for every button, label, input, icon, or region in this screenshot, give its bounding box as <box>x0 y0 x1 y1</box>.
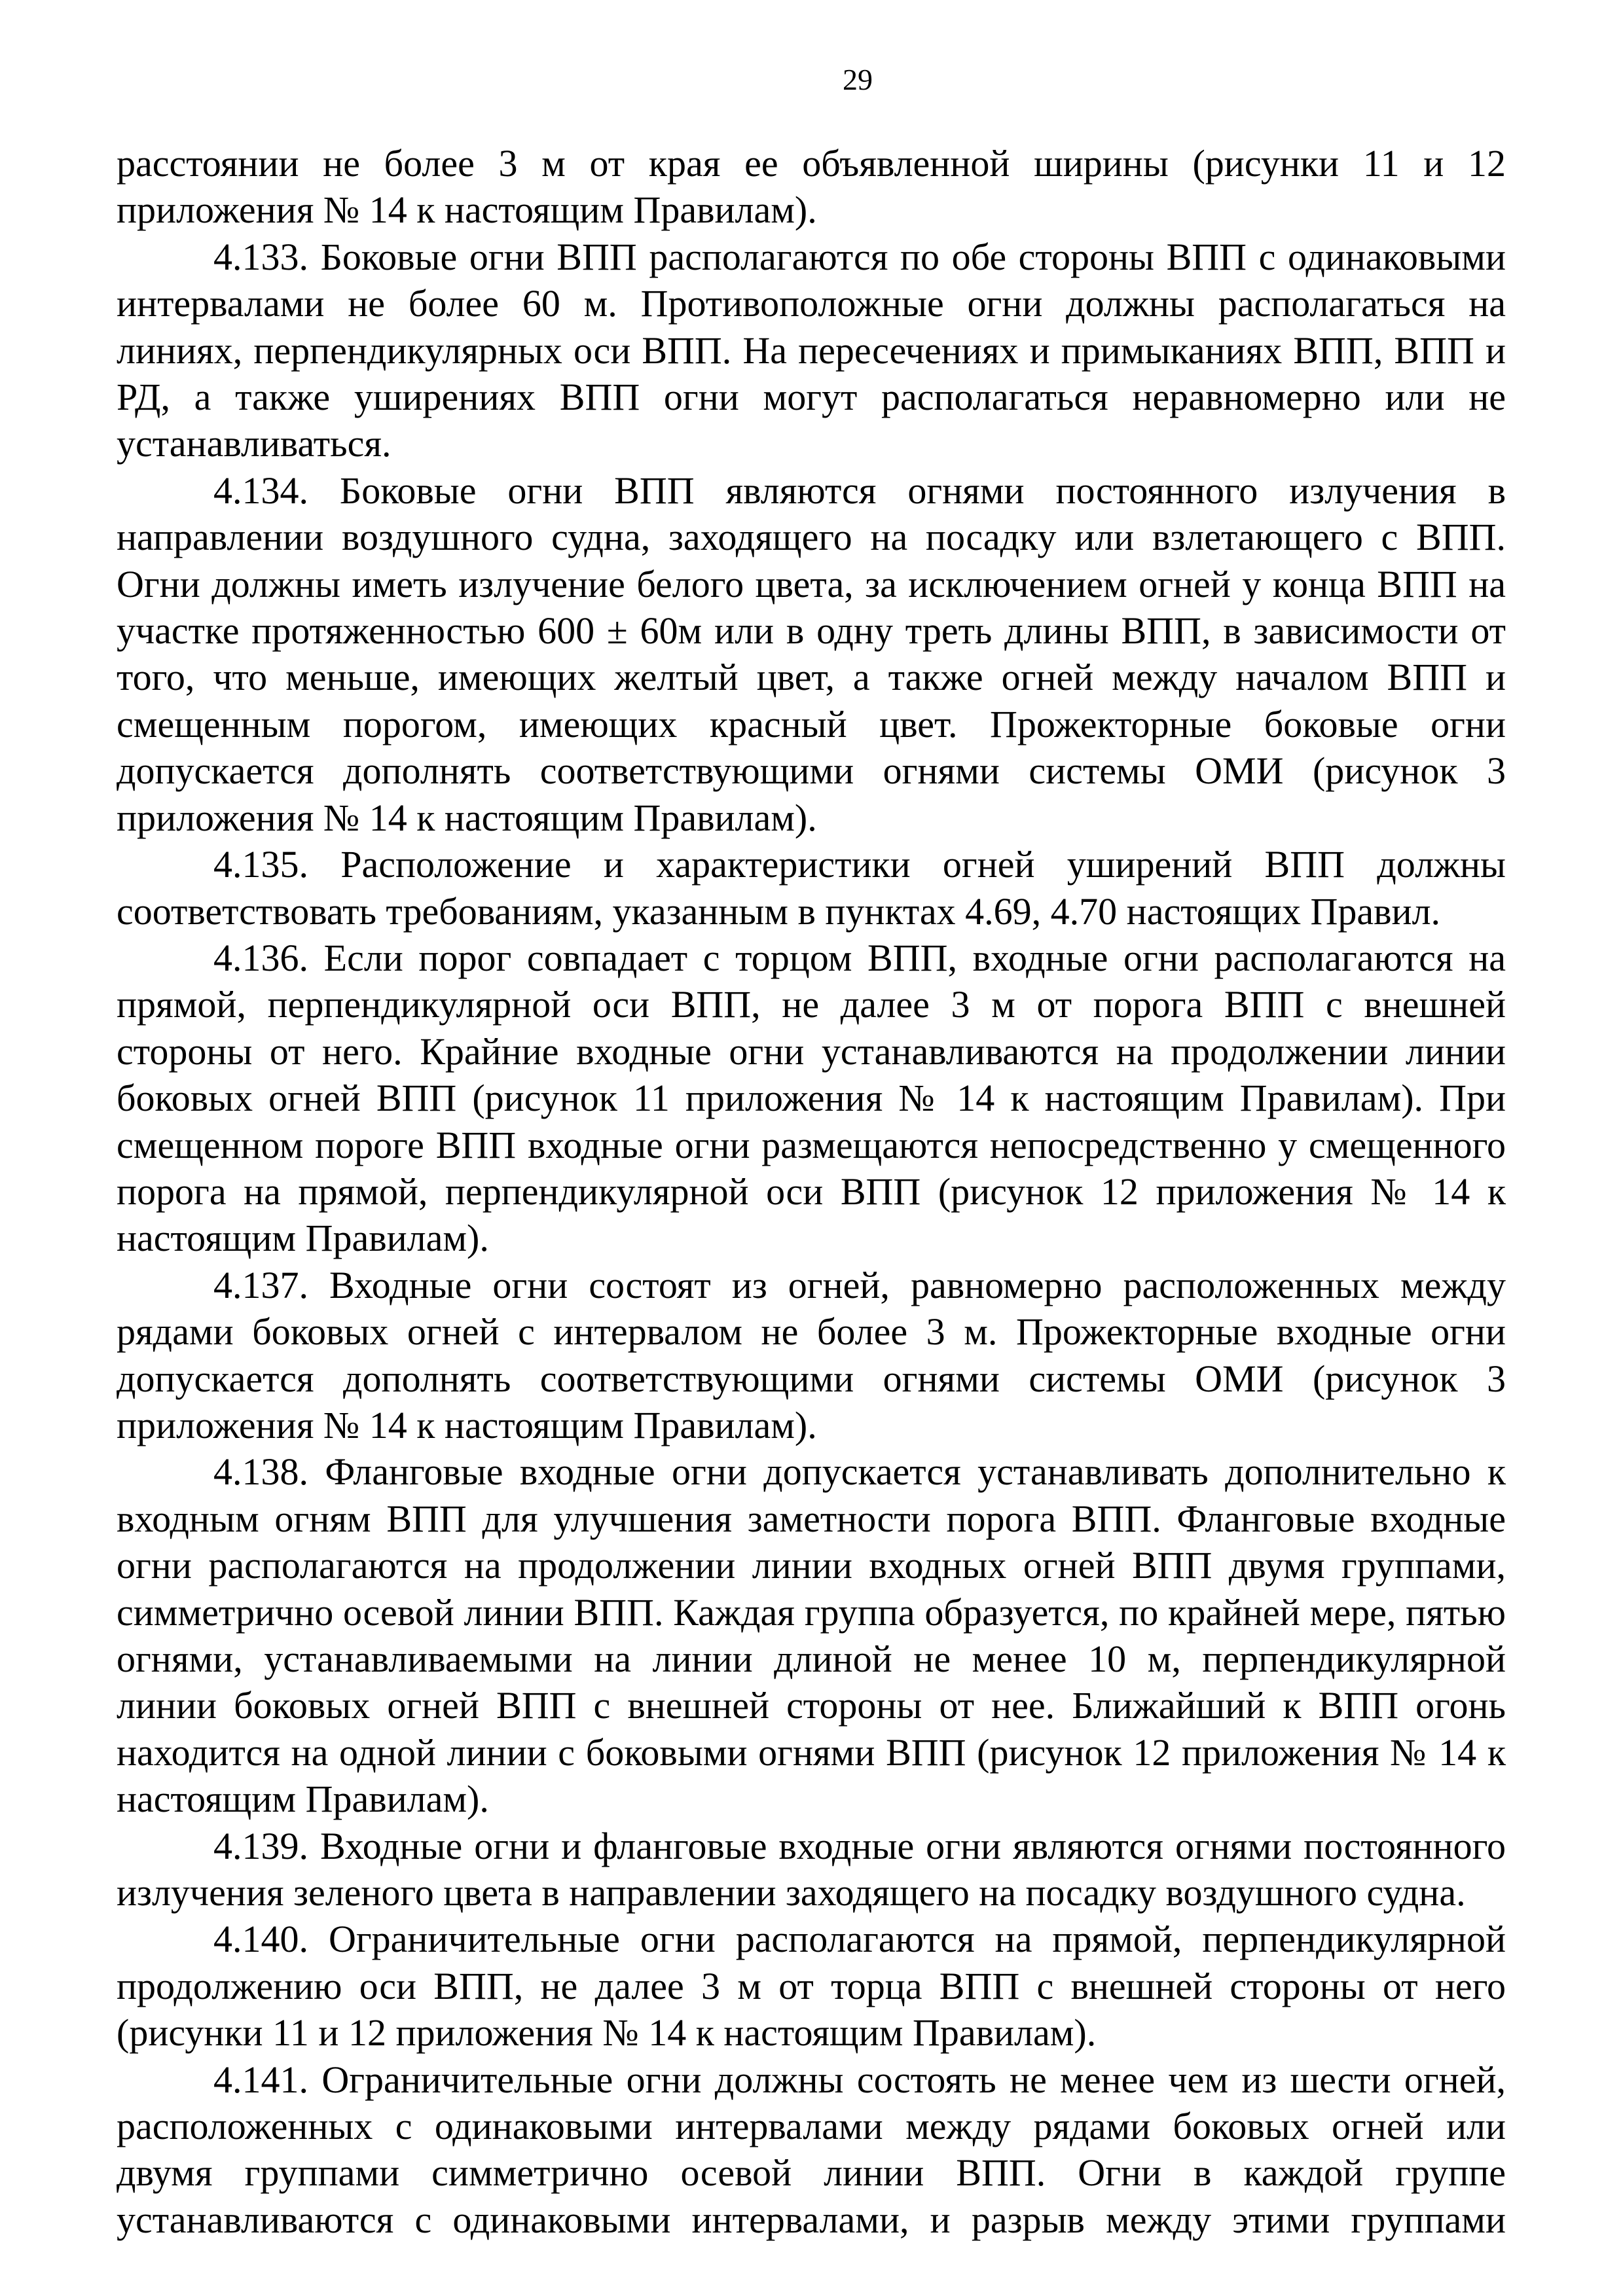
paragraph-4-139: 4.139. Входные огни и фланговые входные огни являются огнями постоянного излучения зеленого цвета в направлении заходящего на посадку воздушного судна. <box>117 1824 1506 1914</box>
paragraph-4-133: 4.133. Боковые огни ВПП располагаются по обе стороны ВПП с одинаковыми интервалами не более 60 м. Противоположные огни должны располагаться на линиях, перпендикулярных оси ВПП. На пересечениях и примыканиях ВПП, ВПП и РД, а также уширениях ВПП огни могут располагаться неравномерно или не устанавливаться. <box>117 235 1506 465</box>
paragraph-4-134: 4.134. Боковые огни ВПП являются огнями постоянного излучения в направлении воздушного судна, заходящего на посадку или взлетающего с ВПП. Огни должны иметь излучение белого цвета, за исключением огней у конца ВПП на участке протяженностью 600 ± 60м или в одну треть длины ВПП, в зависимости от того, что меньше, имеющих желтый цвет, а также огней между началом ВПП и смещенным порогом, имеющих красный цвет. Прожекторные боковые огни допускается дополнять соответствующими огнями системы ОМИ (рисунок 3 приложения № 14 к настоящим Правилам). <box>117 469 1506 839</box>
paragraph-4-138: 4.138. Фланговые входные огни допускается устанавливать дополнительно к входным огням ВПП для улучшения заметности порога ВПП. Фланговые входные огни располагаются на продолжении линии входных огней ВПП двумя группами, симметрично осевой линии ВПП. Каждая группа образуется, по крайней мере, пятью огнями, устанавливаемыми на линии длиной не менее 10 м, перпендикулярной линии боковых огней ВПП с внешней стороны от нее. Ближайший к ВПП огонь находится на одной линии с боковыми огнями ВПП (рисунок 12 приложения № 14 к настоящим Правилам). <box>117 1450 1506 1821</box>
document-body <box>117 140 1506 2243</box>
paragraph-4-137: 4.137. Входные огни состоят из огней, равномерно расположенных между рядами боковых огней с интервалом не более 3 м. Прожекторные входные огни допускается дополнять соответствующими огнями системы ОМИ (рисунок 3 приложения № 14 к настоящим Правилам). <box>117 1263 1506 1446</box>
paragraph-4-141: 4.141. Ограничительные огни должны состоять не менее чем из шести огней, расположенных с одинаковыми интервалами между рядами боковых огней или двумя группами симметрично осевой линии ВПП. Огни в каждой группе устанавливаются с одинаковыми интервалами, и разрыв между этими группами <box>117 2058 1506 2241</box>
paragraph-4-140: 4.140. Ограничительные огни располагаются на прямой, перпендикулярной продолжению оси ВПП, не далее 3 м от торца ВПП с внешней стороны от него (рисунки 11 и 12 приложения № 14 к настоящим Правилам). <box>117 1918 1506 2054</box>
paragraph-4-135: 4.135. Расположение и характеристики огней уширений ВПП должны соответствовать требованиям, указанным в пунктах 4.69, 4.70 настоящих Правил. <box>117 843 1506 933</box>
paragraph-continuation: расстоянии не более 3 м от края ее объявленной ширины (рисунки 11 и 12 приложения № 14 к настоящим Правилам). <box>117 142 1506 232</box>
page-number: 29 <box>843 63 873 96</box>
paragraph-4-136: 4.136. Если порог совпадает с торцом ВПП, входные огни располагаются на прямой, перпендикулярной оси ВПП, не далее 3 м от порога ВПП с внешней стороны от него. Крайние входные огни устанавливаются на продолжении линии боковых огней ВПП (рисунок 11 приложения № 14 к настоящим Правилам). При смещенном пороге ВПП входные огни размещаются непосредственно у смещенного порога на прямой, перпендикулярной оси ВПП (рисунок 12 приложения № 14 к настоящим Правилам). <box>117 936 1506 1260</box>
